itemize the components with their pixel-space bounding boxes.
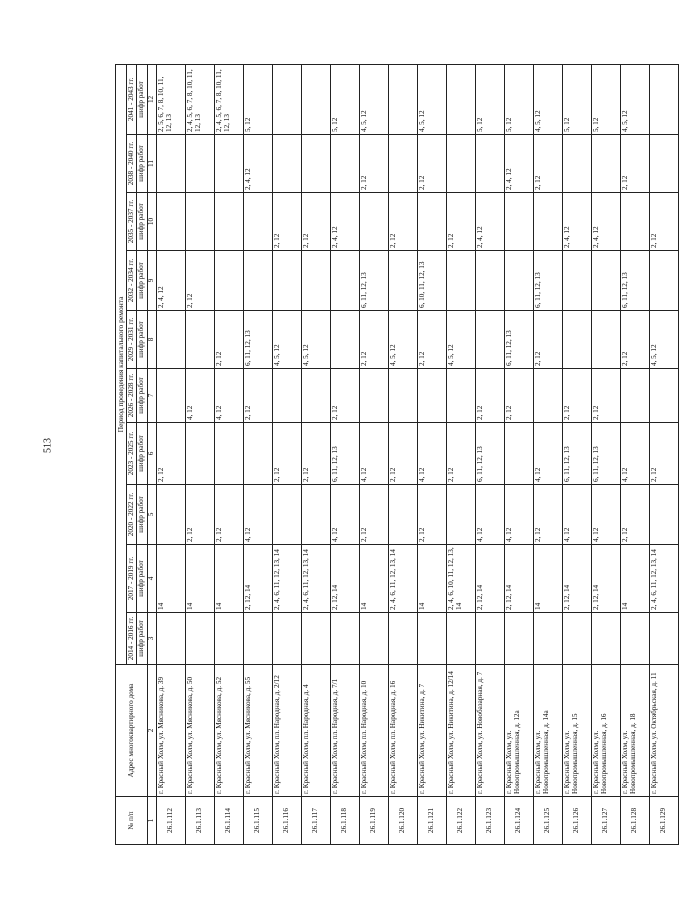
header-sub-label: шифр работ <box>137 64 148 134</box>
work-code-cell: 4, 5, 12 <box>389 311 418 369</box>
work-code-cell <box>302 135 331 193</box>
column-number: 3 <box>148 613 157 665</box>
work-code-cell <box>447 251 476 311</box>
work-code-cell <box>447 64 476 134</box>
work-code-cell <box>302 251 331 311</box>
work-code-cell: 2, 12, 14 <box>476 545 505 613</box>
column-number: 12 <box>148 64 157 134</box>
work-code-cell: 2, 12 <box>273 423 302 485</box>
work-code-cell: 2, 4, 12 <box>476 193 505 251</box>
work-code-cell <box>215 423 244 485</box>
work-code-cell: 2, 4, 6, 11, 12, 13, 14 <box>389 545 418 613</box>
header-sub-label: шифр работ <box>137 311 148 369</box>
table-row <box>592 64 621 844</box>
row-address: г. Красный Холм, пл. Народная, д. 16 <box>389 665 418 797</box>
work-code-cell: 4, 12 <box>331 485 360 545</box>
work-code-cell <box>418 613 447 665</box>
work-code-cell: 2, 12 <box>418 311 447 369</box>
header-sub-label: шифр работ <box>137 251 148 311</box>
work-code-cell: 2, 4, 12 <box>157 251 186 311</box>
row-number: 26.1.118 <box>331 797 360 845</box>
header-period-4: 2023 - 2025 гг. <box>126 423 137 485</box>
header-sub-label: шифр работ <box>137 135 148 193</box>
work-code-cell: 2, 12 <box>157 423 186 485</box>
work-code-cell <box>215 193 244 251</box>
work-code-cell: 2, 12 <box>302 193 331 251</box>
work-code-cell <box>476 613 505 665</box>
header-period-5: 2026 - 2028 гг. <box>126 369 137 423</box>
work-code-cell <box>389 135 418 193</box>
header-period-7: 2032 - 2034 гг. <box>126 251 137 311</box>
work-code-cell: 2, 12 <box>302 423 331 485</box>
work-code-cell: 2, 12, 14 <box>505 545 534 613</box>
work-code-cell: 14 <box>186 545 215 613</box>
table-row <box>650 64 679 844</box>
column-number: 9 <box>148 251 157 311</box>
table-row <box>621 64 650 844</box>
work-code-cell: 6, 10, 11, 12, 13 <box>418 251 447 311</box>
work-code-cell: 2, 12 <box>244 369 273 423</box>
row-number: 26.1.113 <box>186 797 215 845</box>
work-code-cell <box>534 613 563 665</box>
work-code-cell: 4, 5, 12 <box>302 311 331 369</box>
work-code-cell: 2, 12 <box>215 485 244 545</box>
work-code-cell: 6, 11, 12, 13 <box>360 251 389 311</box>
work-code-cell: 4, 12 <box>360 423 389 485</box>
column-number: 8 <box>148 311 157 369</box>
work-code-cell: 5, 12 <box>331 64 360 134</box>
work-code-cell <box>244 251 273 311</box>
work-code-cell <box>476 135 505 193</box>
work-code-cell: 4, 12 <box>563 485 592 545</box>
work-code-cell <box>244 193 273 251</box>
work-code-cell: 2, 12 <box>621 135 650 193</box>
work-code-cell: 4, 5, 12 <box>621 64 650 134</box>
work-code-cell: 2, 4, 6, 11, 12, 13, 14 <box>302 545 331 613</box>
row-number: 26.1.116 <box>273 797 302 845</box>
work-code-cell <box>447 135 476 193</box>
column-number: 2 <box>148 665 157 797</box>
work-code-cell <box>389 485 418 545</box>
rotated-table-container <box>115 65 668 845</box>
work-code-cell: 2, 12 <box>418 485 447 545</box>
work-code-cell <box>157 193 186 251</box>
row-address: г. Красный Холм, ул. Новопромышленная, д. 18 <box>621 665 650 797</box>
work-code-cell <box>389 64 418 134</box>
column-number: 5 <box>148 485 157 545</box>
header-row-1 <box>116 64 127 844</box>
work-code-cell: 2, 12, 14 <box>592 545 621 613</box>
header-sub-label: шифр работ <box>137 485 148 545</box>
work-code-cell <box>273 135 302 193</box>
header-period-3: 2020 - 2022 гг. <box>126 485 137 545</box>
row-address: г. Красный Холм, пл. Народная, д. 2/12 <box>273 665 302 797</box>
work-code-cell: 2, 12 <box>476 369 505 423</box>
work-code-cell: 4, 12 <box>534 423 563 485</box>
work-code-cell <box>389 613 418 665</box>
row-number: 26.1.126 <box>563 797 592 845</box>
table-row <box>360 64 389 844</box>
row-number: 26.1.125 <box>534 797 563 845</box>
header-sub-label: шифр работ <box>137 423 148 485</box>
table-row <box>302 64 331 844</box>
row-address: г. Красный Холм, пл. Народная, д. 10 <box>360 665 389 797</box>
table-row <box>331 64 360 844</box>
work-code-cell: 2, 12, 14 <box>563 545 592 613</box>
work-code-cell <box>331 613 360 665</box>
work-code-cell: 2, 12 <box>534 485 563 545</box>
work-code-cell: 4, 5, 12 <box>418 64 447 134</box>
work-code-cell: 5, 12 <box>505 64 534 134</box>
work-code-cell <box>505 613 534 665</box>
header-period-1: 2014 - 2016 гг. <box>126 613 137 665</box>
row-number: 26.1.115 <box>244 797 273 845</box>
work-code-cell <box>563 251 592 311</box>
work-code-cell: 2, 12 <box>273 193 302 251</box>
column-number: 1 <box>148 797 157 845</box>
table-body <box>157 64 679 844</box>
work-code-cell <box>186 613 215 665</box>
work-code-cell <box>650 251 679 311</box>
work-code-cell <box>505 251 534 311</box>
work-code-cell: 2, 4, 12 <box>563 193 592 251</box>
row-address: г. Красный Холм, ул. Мясникова, д. 52 <box>215 665 244 797</box>
work-code-cell <box>592 251 621 311</box>
work-code-cell <box>418 193 447 251</box>
work-code-cell: 2, 12 <box>505 369 534 423</box>
work-code-cell <box>389 369 418 423</box>
table-row <box>273 64 302 844</box>
work-code-cell <box>418 369 447 423</box>
work-code-cell <box>157 311 186 369</box>
work-code-cell <box>215 135 244 193</box>
work-code-cell: 2, 12 <box>592 369 621 423</box>
work-code-cell <box>563 311 592 369</box>
work-code-cell <box>186 423 215 485</box>
work-code-cell: 2, 4, 12 <box>331 193 360 251</box>
work-code-cell: 4, 12 <box>592 485 621 545</box>
header-period-6: 2029 - 2031 гг. <box>126 311 137 369</box>
work-code-cell <box>592 311 621 369</box>
work-code-cell <box>505 193 534 251</box>
work-code-cell <box>360 193 389 251</box>
work-code-cell <box>331 251 360 311</box>
row-number: 26.1.127 <box>592 797 621 845</box>
work-code-cell: 2, 12 <box>360 311 389 369</box>
table-row <box>157 64 186 844</box>
header-period-group: Период проведения капитального ремонта <box>116 64 127 664</box>
work-code-cell <box>650 64 679 134</box>
work-code-cell <box>621 613 650 665</box>
work-code-cell <box>273 485 302 545</box>
work-code-cell: 14 <box>360 545 389 613</box>
work-code-cell <box>592 613 621 665</box>
work-code-cell: 2, 12, 14 <box>331 545 360 613</box>
work-code-cell: 4, 5, 12 <box>273 311 302 369</box>
row-number: 26.1.122 <box>447 797 476 845</box>
work-code-cell: 5, 12 <box>476 64 505 134</box>
work-code-cell: 2, 12 <box>650 193 679 251</box>
work-code-cell: 2, 12 <box>447 193 476 251</box>
work-code-cell: 4, 5, 12 <box>534 64 563 134</box>
work-code-cell: 2, 12 <box>418 135 447 193</box>
work-code-cell: 6, 11, 12, 13 <box>563 423 592 485</box>
work-code-cell: 2, 12 <box>215 311 244 369</box>
row-address: г. Красный Холм, ул. Новопромышленная, д. 16 <box>592 665 621 797</box>
work-code-cell: 14 <box>157 545 186 613</box>
work-code-cell <box>650 369 679 423</box>
work-code-cell: 14 <box>215 545 244 613</box>
work-code-cell: 2, 12 <box>389 193 418 251</box>
work-code-cell <box>186 193 215 251</box>
work-code-cell: 4, 5, 12 <box>650 311 679 369</box>
row-address: г. Красный Холм, ул. Новопромышленная, д. 15 <box>563 665 592 797</box>
work-code-cell <box>650 485 679 545</box>
work-code-cell: 4, 12 <box>244 485 273 545</box>
work-code-cell <box>331 311 360 369</box>
header-sub-label: шифр работ <box>137 613 148 665</box>
work-code-cell: 2, 4, 12 <box>592 193 621 251</box>
work-code-cell <box>273 613 302 665</box>
work-code-cell: 4, 12 <box>215 369 244 423</box>
work-code-cell <box>476 311 505 369</box>
table-row <box>505 64 534 844</box>
header-sub-label: шифр работ <box>137 193 148 251</box>
row-number: 26.1.117 <box>302 797 331 845</box>
work-code-cell: 4, 12 <box>186 369 215 423</box>
work-code-cell <box>650 613 679 665</box>
header-address: Адрес многоквартирного дома <box>116 665 148 797</box>
work-code-cell <box>186 135 215 193</box>
work-code-cell <box>215 251 244 311</box>
work-code-cell: 2, 4, 6, 11, 12, 13, 14 <box>273 545 302 613</box>
work-code-cell <box>157 135 186 193</box>
work-code-cell <box>534 193 563 251</box>
work-code-cell <box>360 613 389 665</box>
work-code-cell: 4, 12 <box>476 485 505 545</box>
table-row <box>476 64 505 844</box>
work-code-cell: 2, 12 <box>563 369 592 423</box>
row-address: г. Красный Холм, ул. Мясникова, д. 39 <box>157 665 186 797</box>
work-code-cell: 6, 11, 12, 13 <box>592 423 621 485</box>
work-code-cell: 2, 12 <box>534 135 563 193</box>
work-code-cell: 2, 4, 12 <box>505 135 534 193</box>
work-code-cell: 5, 12 <box>592 64 621 134</box>
header-period-9: 2038 - 2040 гг. <box>126 135 137 193</box>
work-code-cell <box>447 613 476 665</box>
work-code-cell <box>157 613 186 665</box>
work-code-cell: 4, 5, 12 <box>447 311 476 369</box>
work-code-cell: 2, 12 <box>360 485 389 545</box>
row-address: г. Красный Холм, ул. Октябрьская, д. 11 <box>650 665 679 797</box>
row-number: 26.1.124 <box>505 797 534 845</box>
work-code-cell: 2, 12 <box>186 485 215 545</box>
row-number: 26.1.119 <box>360 797 389 845</box>
work-code-cell <box>505 423 534 485</box>
work-code-cell: 6, 11, 12, 13 <box>621 251 650 311</box>
work-code-cell <box>244 423 273 485</box>
row-address: г. Красный Холм, ул. Мясникова, д. 55 <box>244 665 273 797</box>
column-number: 4 <box>148 545 157 613</box>
work-code-cell: 2, 12 <box>389 423 418 485</box>
work-code-cell: 2, 4, 5, 6, 7, 8, 10, 11, 12, 13 <box>186 64 215 134</box>
work-code-cell: 2, 12, 14 <box>244 545 273 613</box>
work-code-cell <box>534 369 563 423</box>
work-code-cell: 2, 4, 12 <box>244 135 273 193</box>
table-row <box>244 64 273 844</box>
work-code-cell <box>273 369 302 423</box>
work-code-cell: 2, 4, 6, 11, 12, 13, 14 <box>650 545 679 613</box>
work-code-cell <box>302 613 331 665</box>
work-code-cell: 6, 11, 12, 13 <box>505 311 534 369</box>
table-row <box>418 64 447 844</box>
work-code-cell <box>186 311 215 369</box>
column-number: 7 <box>148 369 157 423</box>
table-row <box>447 64 476 844</box>
column-number: 6 <box>148 423 157 485</box>
table-row <box>563 64 592 844</box>
table-row <box>186 64 215 844</box>
row-number: 26.1.129 <box>650 797 679 845</box>
work-code-cell <box>447 369 476 423</box>
work-code-cell: 14 <box>621 545 650 613</box>
work-code-cell: 2, 12 <box>186 251 215 311</box>
work-code-cell <box>360 369 389 423</box>
work-code-cell: 2, 12 <box>621 311 650 369</box>
row-address: г. Красный Холм, ул. Никитина, д. 7 <box>418 665 447 797</box>
page-number: 513 <box>42 438 54 453</box>
work-code-cell <box>563 613 592 665</box>
column-number: 10 <box>148 193 157 251</box>
work-code-cell: 4, 12 <box>505 485 534 545</box>
work-code-cell <box>302 485 331 545</box>
row-address: г. Красный Холм, ул. Новопромышленная, д. 12а <box>505 665 534 797</box>
work-code-cell: 4, 5, 12 <box>360 64 389 134</box>
work-code-cell <box>592 135 621 193</box>
work-code-cell <box>650 135 679 193</box>
row-number: 26.1.112 <box>157 797 186 845</box>
work-code-cell: 6, 11, 12, 13 <box>244 311 273 369</box>
header-period-8: 2035 - 2037 гг. <box>126 193 137 251</box>
table-row <box>534 64 563 844</box>
column-number: 11 <box>148 135 157 193</box>
row-address: г. Красный Холм, ул. Мясникова, д. 50 <box>186 665 215 797</box>
row-address: г. Красный Холм, ул. Новопромышленная, д. 14а <box>534 665 563 797</box>
column-number-row <box>148 64 157 844</box>
row-number: 26.1.120 <box>389 797 418 845</box>
work-code-cell <box>157 369 186 423</box>
header-sub-label: шифр работ <box>137 369 148 423</box>
work-code-cell: 2, 12 <box>534 311 563 369</box>
row-address: г. Красный Холм, пл. Народная, д. 7/1 <box>331 665 360 797</box>
work-code-cell <box>302 369 331 423</box>
work-code-cell: 2, 12 <box>621 485 650 545</box>
work-code-cell <box>621 193 650 251</box>
work-code-cell <box>389 251 418 311</box>
work-code-cell: 14 <box>534 545 563 613</box>
work-code-cell <box>563 135 592 193</box>
work-code-cell: 4, 12 <box>418 423 447 485</box>
work-code-cell <box>302 64 331 134</box>
work-code-cell <box>331 135 360 193</box>
header-sub-label: шифр работ <box>137 545 148 613</box>
work-code-cell: 6, 11, 12, 13 <box>476 423 505 485</box>
row-address: г. Красный Холм, ул. Новобазарная, д. 7 <box>476 665 505 797</box>
work-code-cell <box>476 251 505 311</box>
work-code-cell: 2, 12 <box>650 423 679 485</box>
work-code-cell <box>244 613 273 665</box>
work-code-cell: 2, 12 <box>447 423 476 485</box>
repair-schedule-table <box>115 64 679 845</box>
row-address: г. Красный Холм, пл. Народная, д. 4 <box>302 665 331 797</box>
work-code-cell: 2, 4, 5, 6, 7, 8, 10, 11, 12, 13 <box>215 64 244 134</box>
work-code-cell: 5, 12 <box>563 64 592 134</box>
work-code-cell <box>273 251 302 311</box>
work-code-cell: 2, 12 <box>331 369 360 423</box>
work-code-cell: 6, 11, 12, 13 <box>331 423 360 485</box>
work-code-cell: 14 <box>418 545 447 613</box>
work-code-cell <box>273 64 302 134</box>
header-period-2: 2017 - 2019 гг. <box>126 545 137 613</box>
work-code-cell: 2, 5, 6, 7, 8, 10, 11, 12, 13 <box>157 64 186 134</box>
work-code-cell: 2, 4, 6, 10, 11, 12, 13, 14 <box>447 545 476 613</box>
row-number: 26.1.121 <box>418 797 447 845</box>
header-row-no: № п/п <box>116 797 148 845</box>
header-period-10: 2041 - 2043 гг. <box>126 64 137 134</box>
work-code-cell <box>215 613 244 665</box>
row-address: г. Красный Холм, ул. Никитина, д. 12/14 <box>447 665 476 797</box>
row-number: 26.1.114 <box>215 797 244 845</box>
table-row <box>389 64 418 844</box>
work-code-cell: 4, 12 <box>621 423 650 485</box>
work-code-cell <box>157 485 186 545</box>
work-code-cell: 5, 12 <box>244 64 273 134</box>
work-code-cell: 6, 11, 12, 13 <box>534 251 563 311</box>
row-number: 26.1.123 <box>476 797 505 845</box>
row-number: 26.1.128 <box>621 797 650 845</box>
work-code-cell: 2, 12 <box>360 135 389 193</box>
work-code-cell <box>447 485 476 545</box>
table-row <box>215 64 244 844</box>
work-code-cell <box>621 369 650 423</box>
